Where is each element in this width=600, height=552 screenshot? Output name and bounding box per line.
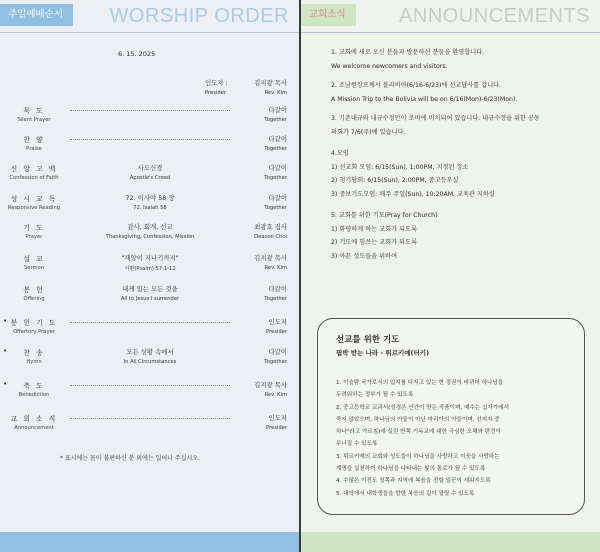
worship-order-watermark: WORSHIP ORDER bbox=[109, 5, 289, 27]
order-title-en: Announcement bbox=[14, 425, 54, 431]
mission-prayer-line: 죽지 않았으며, 하나님의 아들이 아닌 마리아의 아들이며, 선지자 중 bbox=[336, 416, 500, 423]
order-title-en: Sermon bbox=[23, 265, 45, 271]
mission-prayer-line: 2. 중고등학교 교과서(성경은 인간이 만든 작품이며, 예수는 십자가에서 bbox=[336, 404, 510, 411]
order-leader-ko: 다같이 bbox=[268, 285, 287, 293]
order-title-ko: 신 앙 고 백 bbox=[10, 165, 58, 173]
order-title-ko: 기 도 bbox=[23, 224, 45, 232]
order-detail-en: Apostle's Creed bbox=[129, 175, 171, 181]
order-title-en: Benediction bbox=[18, 392, 50, 398]
order-leader-ko: 다같이 bbox=[268, 348, 287, 356]
announcement-line: 2. 조남원장로께서 볼리비아(6/16-6/23)에 선교답사를 갑니다. bbox=[331, 82, 502, 89]
mission-prayer-line: 5. 대학에서 대학생들을 향한 복음의 길이 열릴 수 있도록 bbox=[336, 490, 475, 497]
announcement-list bbox=[331, 46, 586, 263]
order-title-ko: 봉 헌 bbox=[23, 286, 45, 294]
announcement-line: 3. 기존내규와 내규수정안이 로비에 비치되어 있습니다. 내규수정을 위한 공동 bbox=[331, 115, 540, 122]
order-leader-en: Presider bbox=[265, 329, 287, 335]
order-item bbox=[0, 380, 299, 406]
order-leader-ko: 다같이 bbox=[268, 135, 287, 143]
order-title-ko: 교 회 소 식 bbox=[10, 415, 58, 423]
mission-prayer-line: 무너질 수 있도록 bbox=[336, 441, 378, 448]
order-detail-ko: 감사, 회개, 선교 bbox=[127, 223, 173, 231]
order-item bbox=[0, 163, 299, 189]
order-title-ko: 설 교 bbox=[23, 255, 45, 263]
order-title-en: Confession of Faith bbox=[9, 175, 59, 181]
announcement-line: 3) 아픈 성도들을 위하여 bbox=[331, 252, 398, 260]
order-detail-en: All to Jesus I surrender bbox=[120, 296, 180, 302]
mission-prayer-line: 하나"라고 가르침)에 실린 반쪽 기독교에 대한 극심한 오해와 편견이 bbox=[336, 429, 501, 436]
announcement-line: 1) 화평하게 하는 교회가 되도록 bbox=[331, 225, 417, 233]
order-detail-en: In All Circumstances bbox=[123, 359, 177, 365]
order-leader-en: Rev. Kim bbox=[264, 392, 287, 398]
worship-order-header bbox=[0, 0, 299, 33]
order-leader-ko: 다같이 bbox=[268, 106, 287, 114]
order-item bbox=[0, 193, 299, 219]
stand-marker: • bbox=[3, 380, 8, 388]
dotted-leader bbox=[70, 385, 230, 386]
presider-name: 김지광 목사 bbox=[254, 79, 287, 87]
order-detail-en: Thanksgiving, Confession, Mission bbox=[105, 234, 195, 240]
announcement-line: 4.모임 bbox=[331, 150, 349, 157]
order-detail-ko: "재앙이 지나기까지" bbox=[121, 254, 179, 262]
announcement-line: 1) 선교회 모임: 6/15(Sun), 1:00PM, 지정된 장소 bbox=[331, 163, 469, 171]
presider-name-en: Rev. Kim bbox=[264, 90, 287, 96]
order-detail-ko: 사도신경 bbox=[137, 164, 163, 172]
order-leader-en: Deacon Choi bbox=[254, 234, 287, 240]
mission-prayer-line: 4. 수많은 이전도 청쪽과 지역에 복음을 전할 일꾼이 세워지도록 bbox=[336, 478, 491, 485]
order-leader-en: Together bbox=[264, 117, 287, 123]
order-leader-ko: 다같이 bbox=[268, 164, 287, 172]
dotted-leader bbox=[70, 418, 230, 419]
order-detail-ko: 모든 상황 속에서 bbox=[126, 348, 174, 356]
order-item bbox=[0, 222, 299, 248]
left-footer-bar bbox=[0, 532, 299, 552]
standing-note: * 표시에는 몸이 불편하신 분 외에는 일어나 주십시오. bbox=[60, 455, 200, 462]
order-leader-ko: 인도자 bbox=[268, 318, 287, 326]
mission-prayer-box bbox=[317, 318, 585, 515]
order-title-ko: 축 도 bbox=[23, 382, 45, 390]
order-title-ko: 봉 헌 기 도 bbox=[10, 319, 58, 327]
announcement-line: 의회가 7/6(주)에 있습니다. bbox=[331, 128, 406, 136]
announcements-tag: 교회소식 bbox=[301, 4, 356, 26]
announcement-line: 2) 청기당회: 6/15(Sun), 2:00PM, 중고등부실 bbox=[331, 177, 459, 184]
order-detail-ko: 72. 이사야 58 장 bbox=[125, 194, 175, 202]
order-title-ko: 성 시 교 독 bbox=[10, 195, 58, 203]
service-date: 6. 15. 2025 bbox=[118, 50, 156, 58]
order-item bbox=[0, 134, 299, 160]
order-leader-en: Presider bbox=[265, 425, 287, 431]
order-leader-en: Together bbox=[264, 146, 287, 152]
order-leader-ko: 김지광 목사 bbox=[254, 381, 287, 389]
announcement-line: A Mission Trip to the Bolivia will be on 6/16(Mon)-6/23(Mon). bbox=[331, 95, 518, 103]
announcements-header bbox=[301, 0, 600, 33]
announcements-panel bbox=[301, 0, 600, 552]
order-item bbox=[0, 253, 299, 279]
order-leader-en: Together bbox=[264, 296, 287, 302]
dotted-leader bbox=[70, 322, 230, 323]
order-title-ko: 찬 송 bbox=[23, 349, 45, 357]
announcements-watermark: ANNOUNCEMENTS bbox=[399, 5, 590, 27]
order-title-en: Prayer bbox=[25, 234, 43, 240]
stand-marker: • bbox=[3, 347, 8, 355]
order-title-en: Offering bbox=[23, 296, 45, 302]
mission-prayer-line: 1. 이슬람 국가로서의 입지를 다지고 있는 현 정권이 바뀌어 하나님을 bbox=[336, 380, 504, 386]
announcement-line: 1. 교회에 새로 오신 분들과 방문하신 분들을 환영합니다. bbox=[331, 49, 485, 56]
order-detail-ko: 내게 있는 모든 것을 bbox=[122, 285, 178, 293]
announcement-line: 3) 중보기도모임: 매주 주일(Sun), 10:20AM, 교육관 지하실 bbox=[331, 190, 495, 198]
mission-prayer-title: 선교를 위한 기도 bbox=[336, 335, 400, 345]
worship-order-tag: 주일예배순서 bbox=[0, 4, 73, 26]
mission-prayer-subtitle: 핍박 받는 나라 - 튀르키예(터키) bbox=[336, 349, 430, 357]
order-item bbox=[0, 105, 299, 131]
order-title-ko: 찬 양 bbox=[23, 136, 45, 144]
announcement-line: 2) 기도에 힘쓰는 교회가 되도록 bbox=[331, 239, 417, 246]
presider-label-en: Presider bbox=[205, 90, 227, 96]
order-title-ko: 묵 도 bbox=[23, 107, 45, 115]
presider-label-ko: 인도자 : bbox=[205, 79, 228, 87]
order-leader-en: Rev. Kim bbox=[264, 265, 287, 271]
announcement-line: 5. 교회를 위한 기도(Pray for Church) bbox=[331, 212, 438, 219]
order-leader-en: Together bbox=[264, 359, 287, 365]
order-leader-ko: 최광호 집사 bbox=[254, 223, 287, 231]
mission-prayer-line: 3. 튀르키예의 교회와 성도들이 하나님을 사랑하고 이웃을 사랑하는 bbox=[336, 453, 500, 460]
stand-marker: • bbox=[3, 317, 8, 325]
presider-row bbox=[0, 78, 299, 104]
worship-order-panel bbox=[0, 0, 299, 552]
right-footer-bar bbox=[301, 532, 600, 552]
order-detail-en: 시편(Psalm) 57:1-11 bbox=[124, 266, 176, 272]
order-leader-ko: 다같이 bbox=[268, 194, 287, 202]
order-title-en: Silent Prayer bbox=[17, 117, 51, 123]
mission-prayer-line: 두려워하는 정부가 될 수 있도록 bbox=[336, 392, 414, 399]
mission-prayer-list bbox=[336, 377, 581, 500]
order-title-en: Praise bbox=[26, 146, 42, 152]
order-leader-ko: 김지광 목사 bbox=[254, 254, 287, 262]
order-item bbox=[0, 347, 299, 373]
dotted-leader bbox=[70, 139, 230, 140]
order-item bbox=[0, 413, 299, 439]
order-title-en: Responsive Reading bbox=[7, 205, 61, 211]
order-item bbox=[0, 284, 299, 310]
order-leader-en: Together bbox=[264, 205, 287, 211]
order-title-en: Hymn bbox=[26, 359, 42, 365]
mission-prayer-line: 계명을 실천하여 하나님을 나타내는 빛의 통로가 될 수 있도록 bbox=[336, 466, 486, 473]
order-leader-en: Together bbox=[264, 175, 287, 181]
order-detail-en: 72. Isaiah 58 bbox=[133, 205, 167, 211]
order-title-en: Offertory Prayer bbox=[13, 329, 55, 335]
dotted-leader bbox=[70, 110, 230, 111]
announcement-line: We welcome newcomers and visitors. bbox=[331, 62, 448, 70]
order-item bbox=[0, 317, 299, 343]
order-leader-ko: 인도자 bbox=[268, 414, 287, 422]
